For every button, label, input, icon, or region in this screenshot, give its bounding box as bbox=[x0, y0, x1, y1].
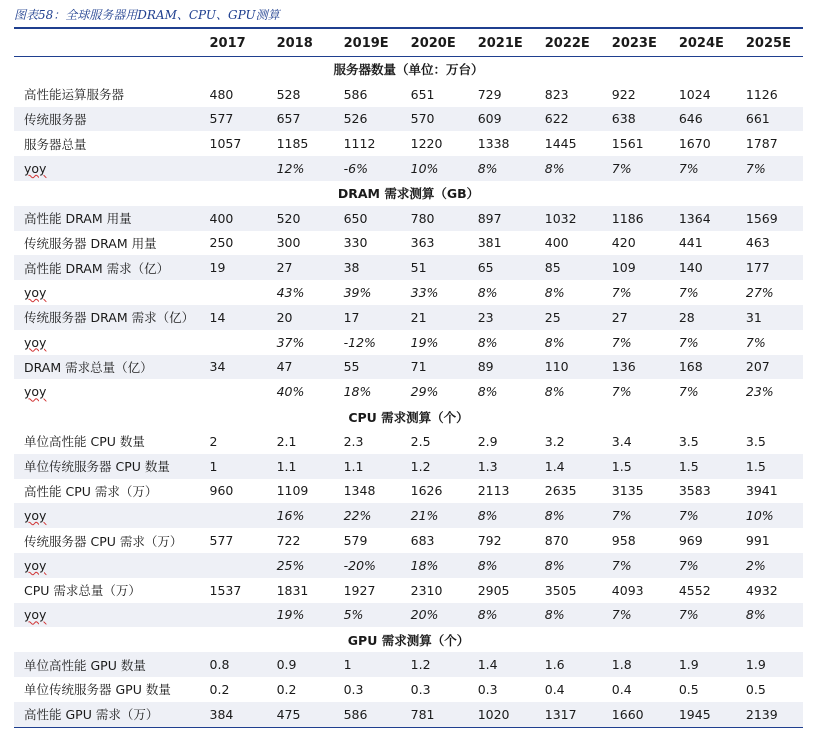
value-cell: 1112 bbox=[343, 136, 376, 152]
value-cell: 19 bbox=[200, 255, 267, 280]
value-cell: 1670 bbox=[678, 136, 711, 152]
value-cell: 0.2 bbox=[209, 681, 230, 697]
year-header: 2023E bbox=[602, 31, 669, 57]
row-label: 单位传统服务器 CPU 数量 bbox=[14, 454, 200, 479]
value-cell: 1.9 bbox=[736, 652, 803, 677]
data-row bbox=[14, 479, 803, 504]
value-cell: 729 bbox=[477, 86, 502, 102]
value-cell: 577 bbox=[209, 533, 234, 549]
value-cell: 136 bbox=[602, 355, 669, 380]
value-cell: 1.9 bbox=[669, 652, 736, 677]
value-cell: 609 bbox=[468, 107, 535, 132]
value-cell: 1927 bbox=[343, 582, 376, 598]
value-cell: 71 bbox=[401, 355, 468, 380]
value-cell: 16% bbox=[267, 503, 334, 528]
top-rule bbox=[14, 27, 803, 29]
value-cell: 1.4 bbox=[535, 454, 602, 479]
value-cell: 8% bbox=[477, 334, 498, 350]
value-cell: 1024 bbox=[678, 86, 711, 102]
value-cell: 20% bbox=[401, 603, 468, 628]
value-cell: 18% bbox=[343, 384, 372, 400]
value-cell: 3.4 bbox=[611, 433, 632, 449]
row-label: 高性能 DRAM 用量 bbox=[14, 206, 200, 231]
row-label bbox=[14, 156, 200, 181]
value-cell: 51 bbox=[401, 255, 468, 280]
value-cell: 363 bbox=[410, 235, 435, 251]
value-cell: 7% bbox=[669, 503, 736, 528]
row-label: 高性能 GPU 需求（万） bbox=[14, 702, 200, 727]
section-title: GPU 需求测算（个） bbox=[347, 632, 470, 648]
value-cell: 34 bbox=[200, 355, 267, 380]
value-cell: 528 bbox=[276, 86, 301, 102]
year-header: 2017 bbox=[200, 31, 267, 57]
value-cell: 25 bbox=[535, 305, 602, 330]
value-cell: 1.6 bbox=[535, 652, 602, 677]
value-cell: 177 bbox=[736, 255, 803, 280]
value-cell: 1220 bbox=[410, 136, 443, 152]
value-cell: 683 bbox=[410, 533, 435, 549]
value-cell: 1185 bbox=[276, 136, 309, 152]
year-header: 2019E bbox=[334, 31, 401, 57]
value-cell: -12% bbox=[343, 334, 376, 350]
yoy-row bbox=[14, 379, 803, 404]
value-cell: 7% bbox=[611, 285, 632, 301]
value-cell: 89 bbox=[468, 355, 535, 380]
value-cell: 2113 bbox=[477, 483, 510, 499]
value-cell: 1.5 bbox=[669, 454, 736, 479]
value-cell: 520 bbox=[267, 206, 334, 231]
value-cell: 1109 bbox=[276, 483, 309, 499]
value-cell: 991 bbox=[745, 533, 770, 549]
value-cell: 1.5 bbox=[602, 454, 669, 479]
value-cell: 5% bbox=[334, 603, 401, 628]
value-cell: -6% bbox=[334, 156, 401, 181]
value-cell: 12% bbox=[267, 156, 334, 181]
value-cell: 1.4 bbox=[468, 652, 535, 677]
value-cell: 1.8 bbox=[602, 652, 669, 677]
header-label-cell bbox=[14, 31, 200, 57]
row-label: 单位高性能 CPU 数量 bbox=[24, 434, 145, 450]
value-cell: 2.3 bbox=[343, 433, 364, 449]
value-cell: 960 bbox=[209, 483, 234, 499]
value-cell: 7% bbox=[736, 156, 803, 181]
value-cell: 0.4 bbox=[544, 681, 565, 697]
value-cell: 27 bbox=[267, 255, 334, 280]
value-cell: 475 bbox=[267, 702, 334, 727]
row-label: 高性能运算服务器 bbox=[24, 87, 125, 103]
yoy-row bbox=[14, 503, 803, 528]
value-cell: 3.2 bbox=[544, 433, 565, 449]
value-cell: 2.9 bbox=[477, 433, 498, 449]
value-cell: 7% bbox=[745, 334, 766, 350]
header-row bbox=[14, 31, 803, 57]
value-cell: 1445 bbox=[544, 136, 577, 152]
value-cell: 870 bbox=[544, 533, 569, 549]
yoy-row bbox=[14, 156, 803, 181]
value-cell: 31 bbox=[736, 305, 803, 330]
value-cell: 1126 bbox=[745, 86, 778, 102]
value-cell: 28 bbox=[669, 305, 736, 330]
value-cell: 922 bbox=[611, 86, 636, 102]
value-cell: 586 bbox=[334, 702, 401, 727]
yoy-label: yoy bbox=[24, 384, 47, 400]
value-cell: 7% bbox=[669, 553, 736, 578]
value-cell: 2635 bbox=[544, 483, 577, 499]
value-cell: 650 bbox=[334, 206, 401, 231]
value-cell: 0.5 bbox=[745, 681, 766, 697]
value-cell: 22% bbox=[334, 503, 401, 528]
figure-caption: 图表58：全球服务器用DRAM、CPU、GPU测算 bbox=[14, 8, 280, 22]
value-cell: 8% bbox=[535, 553, 602, 578]
value-cell: 8% bbox=[544, 334, 565, 350]
value-cell bbox=[200, 503, 267, 528]
value-cell: 2 bbox=[209, 433, 218, 449]
value-cell: 1660 bbox=[602, 702, 669, 727]
value-cell: 14 bbox=[200, 305, 267, 330]
value-cell: 21% bbox=[401, 503, 468, 528]
value-cell: 1364 bbox=[669, 206, 736, 231]
value-cell: 8% bbox=[544, 384, 565, 400]
value-cell: 2% bbox=[736, 553, 803, 578]
value-cell: 7% bbox=[678, 334, 699, 350]
year-header: 2018 bbox=[267, 31, 334, 57]
yoy-label: yoy bbox=[24, 334, 47, 350]
section-row bbox=[14, 57, 803, 82]
value-cell: 85 bbox=[535, 255, 602, 280]
value-cell: 1945 bbox=[669, 702, 736, 727]
value-cell: 384 bbox=[200, 702, 267, 727]
row-label bbox=[14, 379, 200, 404]
value-cell bbox=[200, 379, 267, 404]
value-cell: 420 bbox=[611, 235, 636, 251]
row-label bbox=[14, 553, 200, 578]
value-cell: 1561 bbox=[611, 136, 644, 152]
value-cell: 8% bbox=[535, 503, 602, 528]
value-cell: 23% bbox=[745, 384, 774, 400]
row-label: 传统服务器 bbox=[14, 107, 200, 132]
section-row bbox=[14, 181, 803, 206]
value-cell: 1186 bbox=[602, 206, 669, 231]
value-cell: 4932 bbox=[745, 582, 778, 598]
yoy-row bbox=[14, 553, 803, 578]
value-cell: 27 bbox=[602, 305, 669, 330]
value-cell: 661 bbox=[736, 107, 803, 132]
value-cell bbox=[200, 280, 267, 305]
value-cell: 1 bbox=[200, 454, 267, 479]
value-cell: 39% bbox=[343, 285, 372, 301]
yoy-row bbox=[14, 330, 803, 355]
value-cell: 958 bbox=[611, 533, 636, 549]
value-cell: 781 bbox=[401, 702, 468, 727]
value-cell: 0.3 bbox=[410, 681, 431, 697]
yoy-label: yoy bbox=[24, 161, 47, 177]
data-row bbox=[14, 429, 803, 454]
value-cell: 7% bbox=[611, 334, 632, 350]
value-cell: 400 bbox=[200, 206, 267, 231]
value-cell: 7% bbox=[602, 156, 669, 181]
value-cell: 722 bbox=[276, 533, 301, 549]
row-label: CPU 需求总量（万） bbox=[24, 583, 141, 599]
value-cell: 638 bbox=[602, 107, 669, 132]
row-label bbox=[14, 280, 200, 305]
value-cell: 47 bbox=[267, 355, 334, 380]
data-row bbox=[14, 231, 803, 256]
data-row bbox=[14, 677, 803, 702]
yoy-label: yoy bbox=[24, 557, 47, 573]
value-cell bbox=[200, 330, 267, 355]
data-row bbox=[14, 255, 803, 280]
value-cell: 17 bbox=[334, 305, 401, 330]
value-cell: 1 bbox=[334, 652, 401, 677]
data-row bbox=[14, 454, 803, 479]
value-cell: 1831 bbox=[276, 582, 309, 598]
value-cell: 897 bbox=[468, 206, 535, 231]
yoy-label: yoy bbox=[24, 607, 47, 623]
value-cell: 8% bbox=[477, 285, 498, 301]
value-cell: 3135 bbox=[611, 483, 644, 499]
value-cell: 7% bbox=[602, 603, 669, 628]
value-cell: 1.2 bbox=[401, 454, 468, 479]
value-cell: 657 bbox=[267, 107, 334, 132]
value-cell: 1537 bbox=[209, 582, 242, 598]
value-cell: 1.1 bbox=[267, 454, 334, 479]
section-title: 服务器数量（单位：万台） bbox=[333, 62, 484, 78]
value-cell: 7% bbox=[669, 603, 736, 628]
row-label: 高性能 DRAM 需求（亿） bbox=[14, 255, 200, 280]
value-cell: 1.5 bbox=[736, 454, 803, 479]
row-label: 高性能 CPU 需求（万） bbox=[24, 483, 158, 499]
data-row bbox=[14, 652, 803, 677]
row-label bbox=[14, 330, 200, 355]
value-cell: 7% bbox=[678, 285, 699, 301]
value-cell: 23 bbox=[468, 305, 535, 330]
value-cell: 441 bbox=[678, 235, 703, 251]
value-cell: 381 bbox=[477, 235, 502, 251]
value-cell: 140 bbox=[669, 255, 736, 280]
data-row bbox=[14, 355, 803, 380]
year-header: 2022E bbox=[535, 31, 602, 57]
data-row bbox=[14, 702, 803, 727]
section-title: DRAM 需求测算（GB） bbox=[337, 186, 480, 202]
section-row bbox=[14, 627, 803, 652]
value-cell: 1032 bbox=[535, 206, 602, 231]
value-cell: 1.2 bbox=[401, 652, 468, 677]
value-cell: 780 bbox=[401, 206, 468, 231]
data-row bbox=[14, 206, 803, 231]
value-cell: 2.1 bbox=[276, 433, 297, 449]
section-title: CPU 需求测算（个） bbox=[348, 409, 469, 425]
value-cell: 8% bbox=[468, 553, 535, 578]
value-cell: 577 bbox=[200, 107, 267, 132]
value-cell: 1348 bbox=[343, 483, 376, 499]
value-cell: 969 bbox=[678, 533, 703, 549]
yoy-row bbox=[14, 603, 803, 628]
value-cell: 1626 bbox=[410, 483, 443, 499]
value-cell: 300 bbox=[276, 235, 301, 251]
value-cell: 0.9 bbox=[267, 652, 334, 677]
value-cell: 55 bbox=[334, 355, 401, 380]
section-row bbox=[14, 404, 803, 429]
value-cell: 4093 bbox=[611, 582, 644, 598]
value-cell: 0.3 bbox=[343, 681, 364, 697]
data-row bbox=[14, 131, 803, 156]
data-row bbox=[14, 528, 803, 553]
value-cell bbox=[200, 603, 267, 628]
value-cell: 29% bbox=[410, 384, 439, 400]
value-cell: 622 bbox=[535, 107, 602, 132]
value-cell: 7% bbox=[669, 156, 736, 181]
value-cell: -20% bbox=[334, 553, 401, 578]
value-cell: 586 bbox=[343, 86, 368, 102]
value-cell: 4552 bbox=[678, 582, 711, 598]
year-header: 2024E bbox=[669, 31, 736, 57]
row-label bbox=[14, 503, 200, 528]
value-cell: 8% bbox=[535, 156, 602, 181]
value-cell: 330 bbox=[343, 235, 368, 251]
value-cell: 8% bbox=[468, 503, 535, 528]
value-cell: 0.3 bbox=[477, 681, 498, 697]
value-cell: 20 bbox=[267, 305, 334, 330]
value-cell: 37% bbox=[276, 334, 305, 350]
value-cell: 3.5 bbox=[745, 433, 766, 449]
value-cell: 579 bbox=[343, 533, 368, 549]
row-label: 传统服务器 DRAM 需求（亿） bbox=[14, 305, 200, 330]
yoy-label: yoy bbox=[24, 285, 47, 301]
value-cell: 2905 bbox=[477, 582, 510, 598]
value-cell: 2.5 bbox=[410, 433, 431, 449]
data-row bbox=[14, 82, 803, 107]
row-label: 传统服务器 DRAM 用量 bbox=[24, 235, 157, 251]
value-cell: 7% bbox=[678, 384, 699, 400]
value-cell: 8% bbox=[535, 603, 602, 628]
value-cell: 526 bbox=[334, 107, 401, 132]
value-cell: 18% bbox=[401, 553, 468, 578]
value-cell: 1569 bbox=[736, 206, 803, 231]
value-cell: 480 bbox=[209, 86, 234, 102]
value-cell: 109 bbox=[602, 255, 669, 280]
value-cell: 651 bbox=[410, 86, 435, 102]
year-header: 2025E bbox=[736, 31, 803, 57]
value-cell: 0.5 bbox=[678, 681, 699, 697]
yoy-row bbox=[14, 280, 803, 305]
server-demand-table bbox=[14, 31, 803, 728]
value-cell: 3583 bbox=[678, 483, 711, 499]
value-cell: 2310 bbox=[410, 582, 443, 598]
value-cell bbox=[200, 156, 267, 181]
value-cell: 0.8 bbox=[200, 652, 267, 677]
value-cell: 8% bbox=[477, 384, 498, 400]
value-cell: 7% bbox=[611, 384, 632, 400]
value-cell: 27% bbox=[745, 285, 774, 301]
value-cell: 3505 bbox=[544, 582, 577, 598]
row-label: 单位高性能 GPU 数量 bbox=[14, 652, 200, 677]
row-label: DRAM 需求总量（亿） bbox=[14, 355, 200, 380]
value-cell: 19% bbox=[267, 603, 334, 628]
value-cell: 10% bbox=[736, 503, 803, 528]
value-cell: 0.2 bbox=[276, 681, 297, 697]
value-cell: 1338 bbox=[477, 136, 510, 152]
data-row bbox=[14, 107, 803, 132]
row-label bbox=[14, 603, 200, 628]
yoy-label: yoy bbox=[24, 508, 47, 524]
year-header: 2021E bbox=[468, 31, 535, 57]
year-header: 2020E bbox=[401, 31, 468, 57]
value-cell: 570 bbox=[401, 107, 468, 132]
value-cell: 8% bbox=[544, 285, 565, 301]
value-cell: 40% bbox=[276, 384, 305, 400]
value-cell: 1.1 bbox=[334, 454, 401, 479]
value-cell: 0.4 bbox=[611, 681, 632, 697]
value-cell: 792 bbox=[477, 533, 502, 549]
value-cell: 1.3 bbox=[468, 454, 535, 479]
value-cell: 1057 bbox=[209, 136, 242, 152]
value-cell: 400 bbox=[544, 235, 569, 251]
value-cell: 110 bbox=[535, 355, 602, 380]
value-cell: 19% bbox=[410, 334, 439, 350]
value-cell: 8% bbox=[468, 156, 535, 181]
value-cell: 3.5 bbox=[678, 433, 699, 449]
value-cell bbox=[200, 553, 267, 578]
value-cell: 1317 bbox=[535, 702, 602, 727]
value-cell: 8% bbox=[468, 603, 535, 628]
value-cell: 250 bbox=[209, 235, 234, 251]
row-label: 传统服务器 CPU 需求（万） bbox=[24, 533, 183, 549]
value-cell: 1787 bbox=[745, 136, 778, 152]
value-cell: 21 bbox=[401, 305, 468, 330]
value-cell: 168 bbox=[669, 355, 736, 380]
value-cell: 43% bbox=[276, 285, 305, 301]
value-cell: 2139 bbox=[736, 702, 803, 727]
value-cell: 207 bbox=[736, 355, 803, 380]
value-cell: 7% bbox=[602, 503, 669, 528]
value-cell: 7% bbox=[602, 553, 669, 578]
data-row bbox=[14, 578, 803, 603]
value-cell: 823 bbox=[544, 86, 569, 102]
value-cell: 8% bbox=[736, 603, 803, 628]
value-cell: 3941 bbox=[745, 483, 778, 499]
data-row bbox=[14, 305, 803, 330]
value-cell: 33% bbox=[410, 285, 439, 301]
value-cell: 1020 bbox=[468, 702, 535, 727]
row-label: 服务器总量 bbox=[24, 136, 87, 152]
value-cell: 463 bbox=[745, 235, 770, 251]
value-cell: 646 bbox=[669, 107, 736, 132]
row-label: 单位传统服务器 GPU 数量 bbox=[24, 682, 171, 698]
value-cell: 65 bbox=[468, 255, 535, 280]
value-cell: 10% bbox=[401, 156, 468, 181]
value-cell: 38 bbox=[334, 255, 401, 280]
value-cell: 25% bbox=[267, 553, 334, 578]
